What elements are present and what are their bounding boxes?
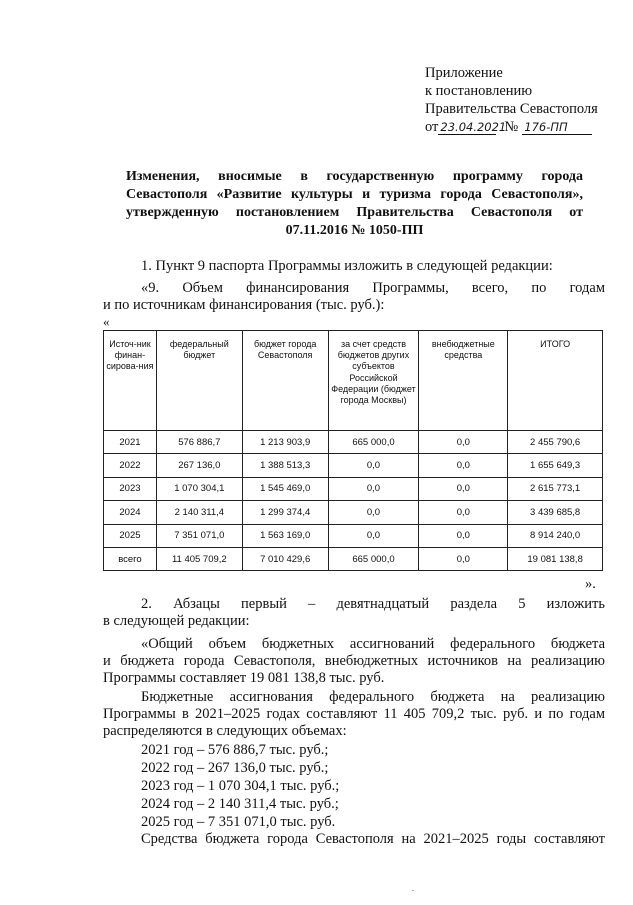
table-cell: 0,0 [419,477,508,500]
table-cell: 0,0 [328,454,419,477]
table-header-row [104,331,603,431]
table-cell: 1 213 903,9 [242,431,328,454]
paragraph-1b-line-2: и по источникам финансирования (тыс. руб.): [103,297,385,313]
header-city-budget: бюджет города Севастополя [242,331,328,431]
table-cell: 267 136,0 [156,454,242,477]
table-cell: 665 000,0 [328,431,419,454]
appendix-line-3: Правительства Севастополя [425,101,598,117]
table-cell: 0,0 [419,454,508,477]
table-cell: 0,0 [419,501,508,524]
table-cell: всего [104,547,157,570]
header-total: ИТОГО [508,331,603,431]
header-source: Источ-ник финан-сирова-ния [104,331,157,431]
paragraph-4-line-1: Бюджетные ассигнования федерального бюджета на реализацию [141,689,605,705]
table-row [104,501,603,524]
handwritten-date: 23.04.2021 [440,120,507,134]
table-cell: 8 914 240,0 [508,524,603,547]
table-cell: 0,0 [419,547,508,570]
year-line: 2024 год – 2 140 311,4 тыс. руб.; [141,796,339,812]
header-extrabudgetary: внебюджетные средства [419,331,508,431]
paragraph-3-line-3: Программы составляет 19 081 138,8 тыс. руб. [103,670,385,686]
table-cell: 7 351 071,0 [156,524,242,547]
paragraph-1b-line-1: «9. Объем финансирования Программы, всего, по годам [141,280,605,296]
paragraph-3-line-1: «Общий объем бюджетных ассигнований федерального бюджета [141,636,605,652]
table-cell: 0,0 [328,501,419,524]
table-row [104,524,603,547]
open-quote: « [103,314,110,329]
table-cell: 2 140 311,4 [156,501,242,524]
table-cell: 0,0 [419,431,508,454]
table-cell: 0,0 [328,477,419,500]
table-cell: 2024 [104,501,157,524]
table-row [104,431,603,454]
table-cell: 2023 [104,477,157,500]
table-row [104,454,603,477]
financing-table [103,330,603,571]
table-cell: 2022 [104,454,157,477]
table-cell: 2 615 773,1 [508,477,603,500]
paragraph-4-line-2: Программы в 2021–2025 годах составляют 11 405 709,2 тыс. руб. и по годам [103,706,605,722]
year-line: 2023 год – 1 070 304,1 тыс. руб.; [141,778,340,794]
footer-mark: . [412,884,414,893]
table-cell: 1 388 513,3 [242,454,328,477]
table-cell: 1 070 304,1 [156,477,242,500]
header-other-subjects: за счет средств бюджетов других субъектов Российской Федерации (бюджет города Москвы) [328,331,419,431]
table-cell: 576 886,7 [156,431,242,454]
table-cell: 19 081 138,8 [508,547,603,570]
paragraph-4-line-3: распределяются в следующих объемах: [103,723,347,739]
table-cell: 2021 [104,431,157,454]
header-federal: федеральный бюджет [156,331,242,431]
from-prefix: от [425,119,439,135]
table-cell: 1 563 169,0 [242,524,328,547]
table-row-total [104,547,603,570]
handwritten-number: 176-ПП [522,121,592,135]
appendix-date-number-line [425,118,598,136]
table-cell: 0,0 [328,524,419,547]
document-title: Изменения, вносимые в государственную программу города Севастополя «Развитие культуры и туризма города Севастополя», утвержденную постановлением Правительства Севастополя от 07.11.2016 № 1050-ПП [126,169,583,238]
year-line: 2025 год – 7 351 071,0 тыс. руб. [141,814,336,830]
year-line: 2022 год – 267 136,0 тыс. руб.; [141,760,329,776]
table-cell: 0,0 [419,524,508,547]
paragraph-1: 1. Пункт 9 паспорта Программы изложить в следующей редакции: [141,258,553,274]
table-cell: 1 545 469,0 [242,477,328,500]
table-cell: 3 439 685,8 [508,501,603,524]
table-cell: 2 455 790,6 [508,431,603,454]
table-cell: 665 000,0 [328,547,419,570]
table-cell: 1 655 649,3 [508,454,603,477]
paragraph-2-line-1: 2. Абзацы первый – девятнадцатый раздела 5 изложить [141,596,605,612]
paragraph-5-line-1: Средства бюджета города Севастополя на 2021–2025 годы составляют [141,831,605,847]
table-cell: 1 299 374,4 [242,501,328,524]
table-row [104,477,603,500]
close-quote: ». [585,576,596,592]
appendix-line-2: к постановлению [425,83,533,99]
number-sign: № [504,119,519,135]
table-cell: 11 405 709,2 [156,547,242,570]
paragraph-3-line-2: и бюджета города Севастополя, внебюджетных источников на реализацию [103,653,605,669]
year-line: 2021 год – 576 886,7 тыс. руб.; [141,742,329,758]
paragraph-2-line-2: в следующей редакции: [103,613,250,629]
table-cell: 2025 [104,524,157,547]
appendix-line-1: Приложение [425,65,503,81]
table-cell: 7 010 429,6 [242,547,328,570]
appendix-block [425,64,598,136]
